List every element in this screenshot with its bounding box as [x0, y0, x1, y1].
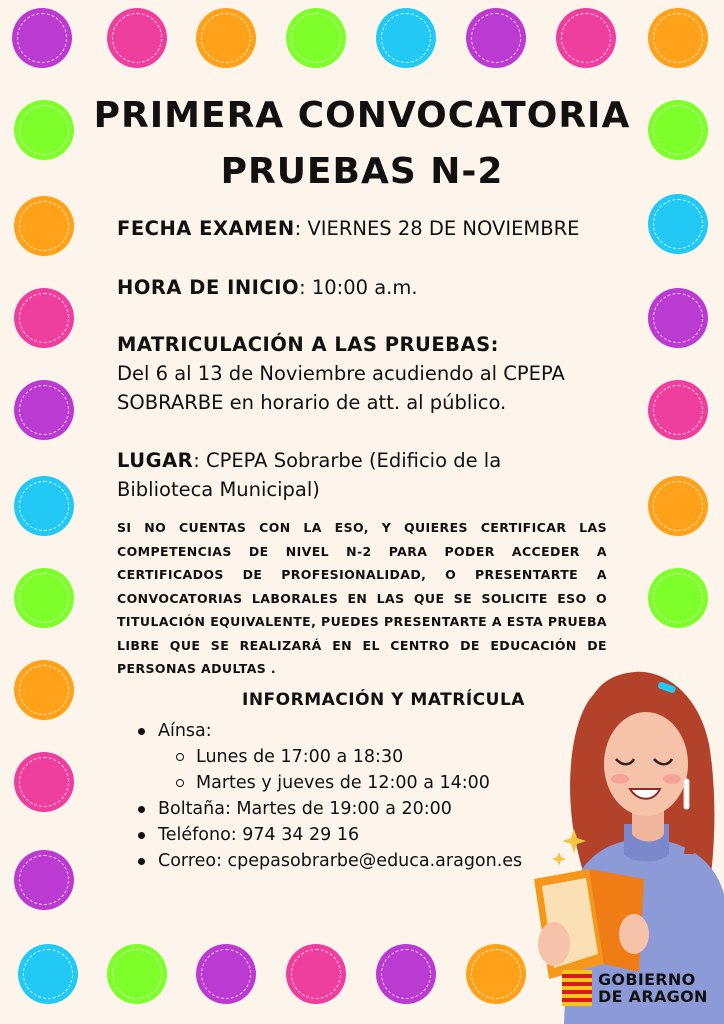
logo-line-1: GOBIERNO: [598, 970, 696, 989]
info-title: INFORMACIÓN Y MATRÍCULA: [242, 690, 525, 710]
decorative-dot: [14, 568, 74, 628]
decorative-dot: [648, 476, 708, 536]
location-label: LUGAR: [117, 449, 194, 472]
decorative-dot: [18, 944, 78, 1004]
exam-date-label: FECHA EXAMEN: [117, 217, 295, 240]
exam-date: [117, 214, 580, 243]
decorative-dot: [196, 944, 256, 1004]
decorative-dot: [466, 944, 526, 1004]
logo-line-2: DE ARAGON: [598, 987, 708, 1006]
location: [117, 446, 501, 504]
decorative-dot: [648, 288, 708, 348]
decorative-dot: [648, 194, 708, 254]
gobierno-aragon-logo: [562, 970, 708, 1006]
info-list: [138, 718, 522, 874]
location-line-2: Biblioteca Municipal): [117, 478, 320, 501]
decorative-dot: [14, 850, 74, 910]
location-line-1: : CPEPA Sobrarbe (Edificio de la: [193, 449, 502, 472]
start-time-value: : 10:00 a.m.: [299, 276, 418, 299]
decorative-dot: [556, 8, 616, 68]
decorative-dot: [14, 380, 74, 440]
description-paragraph: SI NO CUENTAS CON LA ESO, Y QUIERES CERTIFICAR LAS COMPETENCIAS DE NIVEL N-2 PARA PODER ACCEDER A CERTIFICADOS DE PROFESIONALIDAD, O PRESENTARTE A CONVOCATORIAS LABORALES EN LAS QUE SE SOLICITE ESO O TITULACIÓN EQUIVALENTE, PUEDES PRESENTARTE A ESTA PRUEBA LIBRE QUE SE REALIZARÁ EN EL CENTRO DE EDUCACIÓN DE PERSONAS ADULTAS .: [117, 520, 607, 676]
list-item-ainsa-tue-thu: Martes y jueves de 12:00 a 14:00: [176, 770, 522, 796]
enrollment-label: MATRICULACIÓN A LAS PRUEBAS:: [117, 333, 499, 356]
list-item-email: Correo: cpepasobrarbe@educa.aragon.es: [138, 848, 522, 874]
decorative-dot: [376, 8, 436, 68]
decorative-dot: [14, 196, 74, 256]
aragon-flag-icon: [562, 970, 592, 1006]
start-time-label: HORA DE INICIO: [117, 276, 300, 299]
list-item-ainsa: Aínsa:: [138, 718, 522, 744]
list-item-ainsa-monday: Lunes de 17:00 a 18:30: [176, 744, 522, 770]
decorative-dot: [648, 568, 708, 628]
woman-reading-illustration: [534, 654, 724, 1024]
decorative-dot: [286, 944, 346, 1004]
decorative-dot: [466, 8, 526, 68]
decorative-dot: [12, 8, 72, 68]
list-item-phone: Teléfono: 974 34 29 16: [138, 822, 522, 848]
enrollment-line-1: Del 6 al 13 de Noviembre acudiendo al CPEPA: [117, 362, 565, 385]
decorative-dot: [376, 944, 436, 1004]
decorative-dot: [14, 288, 74, 348]
decorative-dot: [14, 476, 74, 536]
title-line-1: PRIMERA CONVOCATORIA: [93, 95, 631, 136]
enrollment-line-2: SOBRARBE en horario de att. al público.: [117, 391, 507, 414]
page-title: [0, 88, 724, 200]
enrollment: [117, 330, 565, 417]
decorative-dot: [107, 944, 167, 1004]
start-time: [117, 273, 418, 302]
decorative-dot: [107, 8, 167, 68]
exam-date-value: : VIERNES 28 DE NOVIEMBRE: [294, 217, 580, 240]
decorative-dot: [14, 660, 74, 720]
decorative-dot: [648, 8, 708, 68]
decorative-dot: [286, 8, 346, 68]
decorative-dot: [196, 8, 256, 68]
decorative-dot: [648, 380, 708, 440]
title-line-2: PRUEBAS N-2: [220, 151, 504, 192]
decorative-dot: [14, 752, 74, 812]
list-item-boltana: Boltaña: Martes de 19:00 a 20:00: [138, 796, 522, 822]
